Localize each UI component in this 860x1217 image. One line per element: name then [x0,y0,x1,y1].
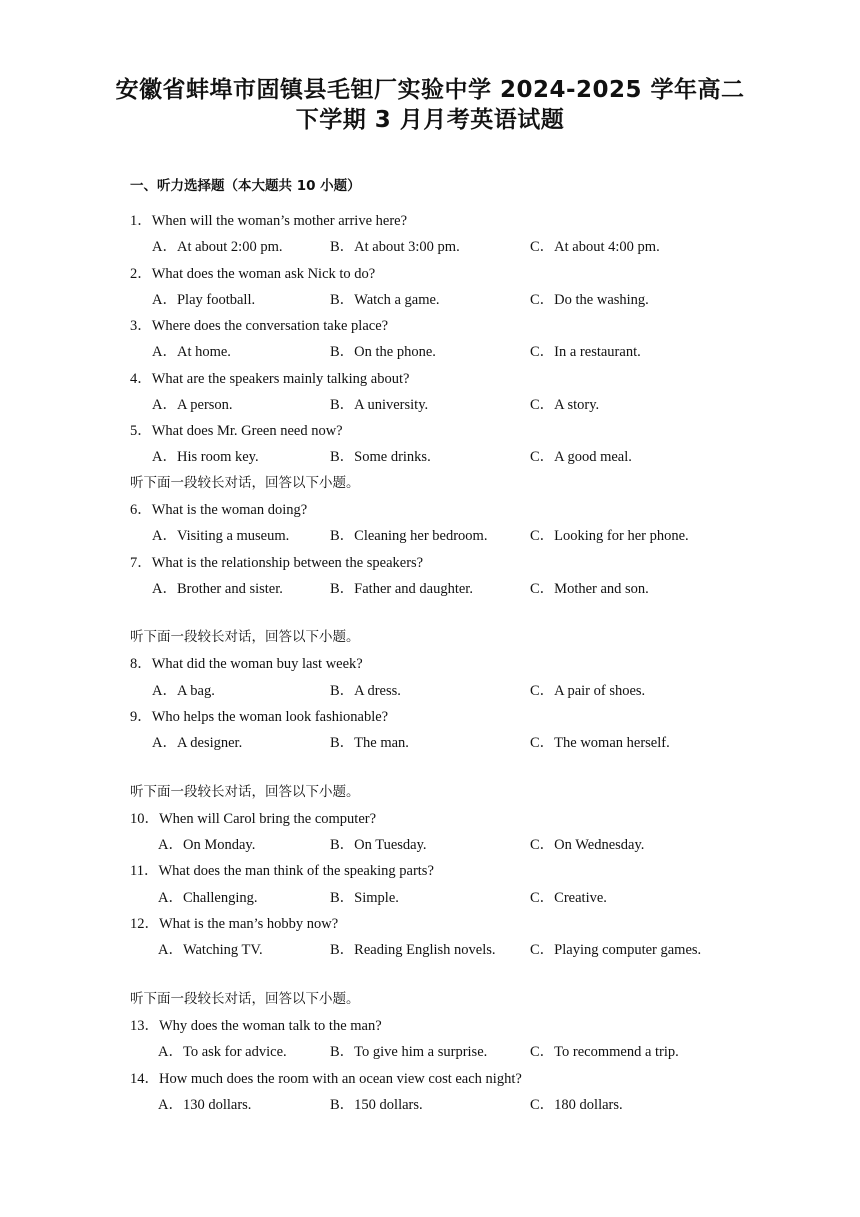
question-7-option-a[interactable]: A．Brother and sister. [152,581,283,597]
question-14-option-b[interactable]: B．150 dollars. [330,1097,423,1113]
question-2-option-c[interactable]: C．Do the washing. [530,292,649,308]
question-8-option-a[interactable]: A．A bag. [152,683,215,699]
question-12-option-b[interactable]: B．Reading English novels. [330,942,496,958]
question-5-option-c[interactable]: C．A good meal. [530,449,632,465]
question-14-option-a[interactable]: A．130 dollars. [158,1097,252,1113]
question-7: 7．What is the relationship between the speakers? [130,555,424,571]
question-13: 13．Why does the woman talk to the man? [130,1018,382,1034]
question-8-option-b[interactable]: B．A dress. [330,683,401,699]
question-1: 1．When will the woman’s mother arrive here? [130,213,408,229]
question-8-option-c[interactable]: C．A pair of shoes. [530,683,646,699]
question-11-option-c[interactable]: C．Creative. [530,890,607,906]
question-4: 4．What are the speakers mainly talking about? [130,371,410,387]
page-title-line-2: 下学期 3 月月考英语试题 [295,107,565,133]
question-6-option-b[interactable]: B．Cleaning her bedroom. [330,528,488,544]
question-7-option-b[interactable]: B．Father and daughter. [330,581,473,597]
question-4-option-c[interactable]: C．A story. [530,397,600,413]
question-3-option-c[interactable]: C．In a restaurant. [530,344,641,360]
question-10: 10．When will Carol bring the computer? [130,811,377,827]
question-10-option-c[interactable]: C．On Wednesday. [530,837,645,853]
question-12-option-a[interactable]: A．Watching TV. [158,942,263,958]
question-13-option-b[interactable]: B．To give him a surprise. [330,1044,488,1060]
instruction-note-2: 听下面一段较长对话，回答以下小题。 [130,629,360,645]
question-3-option-a[interactable]: A．At home. [152,344,231,360]
question-1-option-b[interactable]: B．At about 3:00 pm. [330,239,460,255]
question-6-option-a[interactable]: A．Visiting a museum. [152,528,290,544]
question-11: 11．What does the man think of the speaking parts? [130,863,434,879]
question-10-option-b[interactable]: B．On Tuesday. [330,837,427,853]
page-title-line-1: 安徽省蚌埠市固镇县毛钽厂实验中学 2024-2025 学年高二 [115,77,745,103]
question-5: 5．What does Mr. Green need now? [130,423,343,439]
question-5-option-b[interactable]: B．Some drinks. [330,449,431,465]
question-7-option-c[interactable]: C．Mother and son. [530,581,649,597]
question-11-option-b[interactable]: B．Simple. [330,890,399,906]
question-9-option-b[interactable]: B．The man. [330,735,409,751]
question-9-option-a[interactable]: A．A designer. [152,735,243,751]
question-12: 12．What is the man’s hobby now? [130,916,339,932]
question-6: 6．What is the woman doing? [130,502,308,518]
question-4-option-b[interactable]: B．A university. [330,397,429,413]
question-8: 8．What did the woman buy last week? [130,656,363,672]
question-13-option-c[interactable]: C．To recommend a trip. [530,1044,679,1060]
question-3-option-b[interactable]: B．On the phone. [330,344,436,360]
question-2-option-b[interactable]: B．Watch a game. [330,292,440,308]
question-4-option-a[interactable]: A．A person. [152,397,233,413]
question-12-option-c[interactable]: C．Playing computer games. [530,942,702,958]
question-1-option-c[interactable]: C．At about 4:00 pm. [530,239,660,255]
instruction-note-4: 听下面一段较长对话，回答以下小题。 [130,991,360,1007]
question-2-option-a[interactable]: A．Play football. [152,292,256,308]
question-5-option-a[interactable]: A．His room key. [152,449,259,465]
question-13-option-a[interactable]: A．To ask for advice. [158,1044,287,1060]
question-3: 3．Where does the conversation take place? [130,318,389,334]
instruction-note-1: 听下面一段较长对话，回答以下小题。 [130,475,360,491]
question-9: 9．Who helps the woman look fashionable? [130,709,389,725]
instruction-note-3: 听下面一段较长对话，回答以下小题。 [130,784,360,800]
question-11-option-a[interactable]: A．Challenging. [158,890,258,906]
section-heading: 一、听力选择题（本大题共 10 小题） [130,178,361,194]
question-14: 14．How much does the room with an ocean view cost each night? [130,1071,522,1087]
question-9-option-c[interactable]: C．The woman herself. [530,735,670,751]
question-2: 2．What does the woman ask Nick to do? [130,266,376,282]
question-1-option-a[interactable]: A．At about 2:00 pm. [152,239,283,255]
question-6-option-c[interactable]: C．Looking for her phone. [530,528,689,544]
question-10-option-a[interactable]: A．On Monday. [158,837,256,853]
question-14-option-c[interactable]: C．180 dollars. [530,1097,623,1113]
